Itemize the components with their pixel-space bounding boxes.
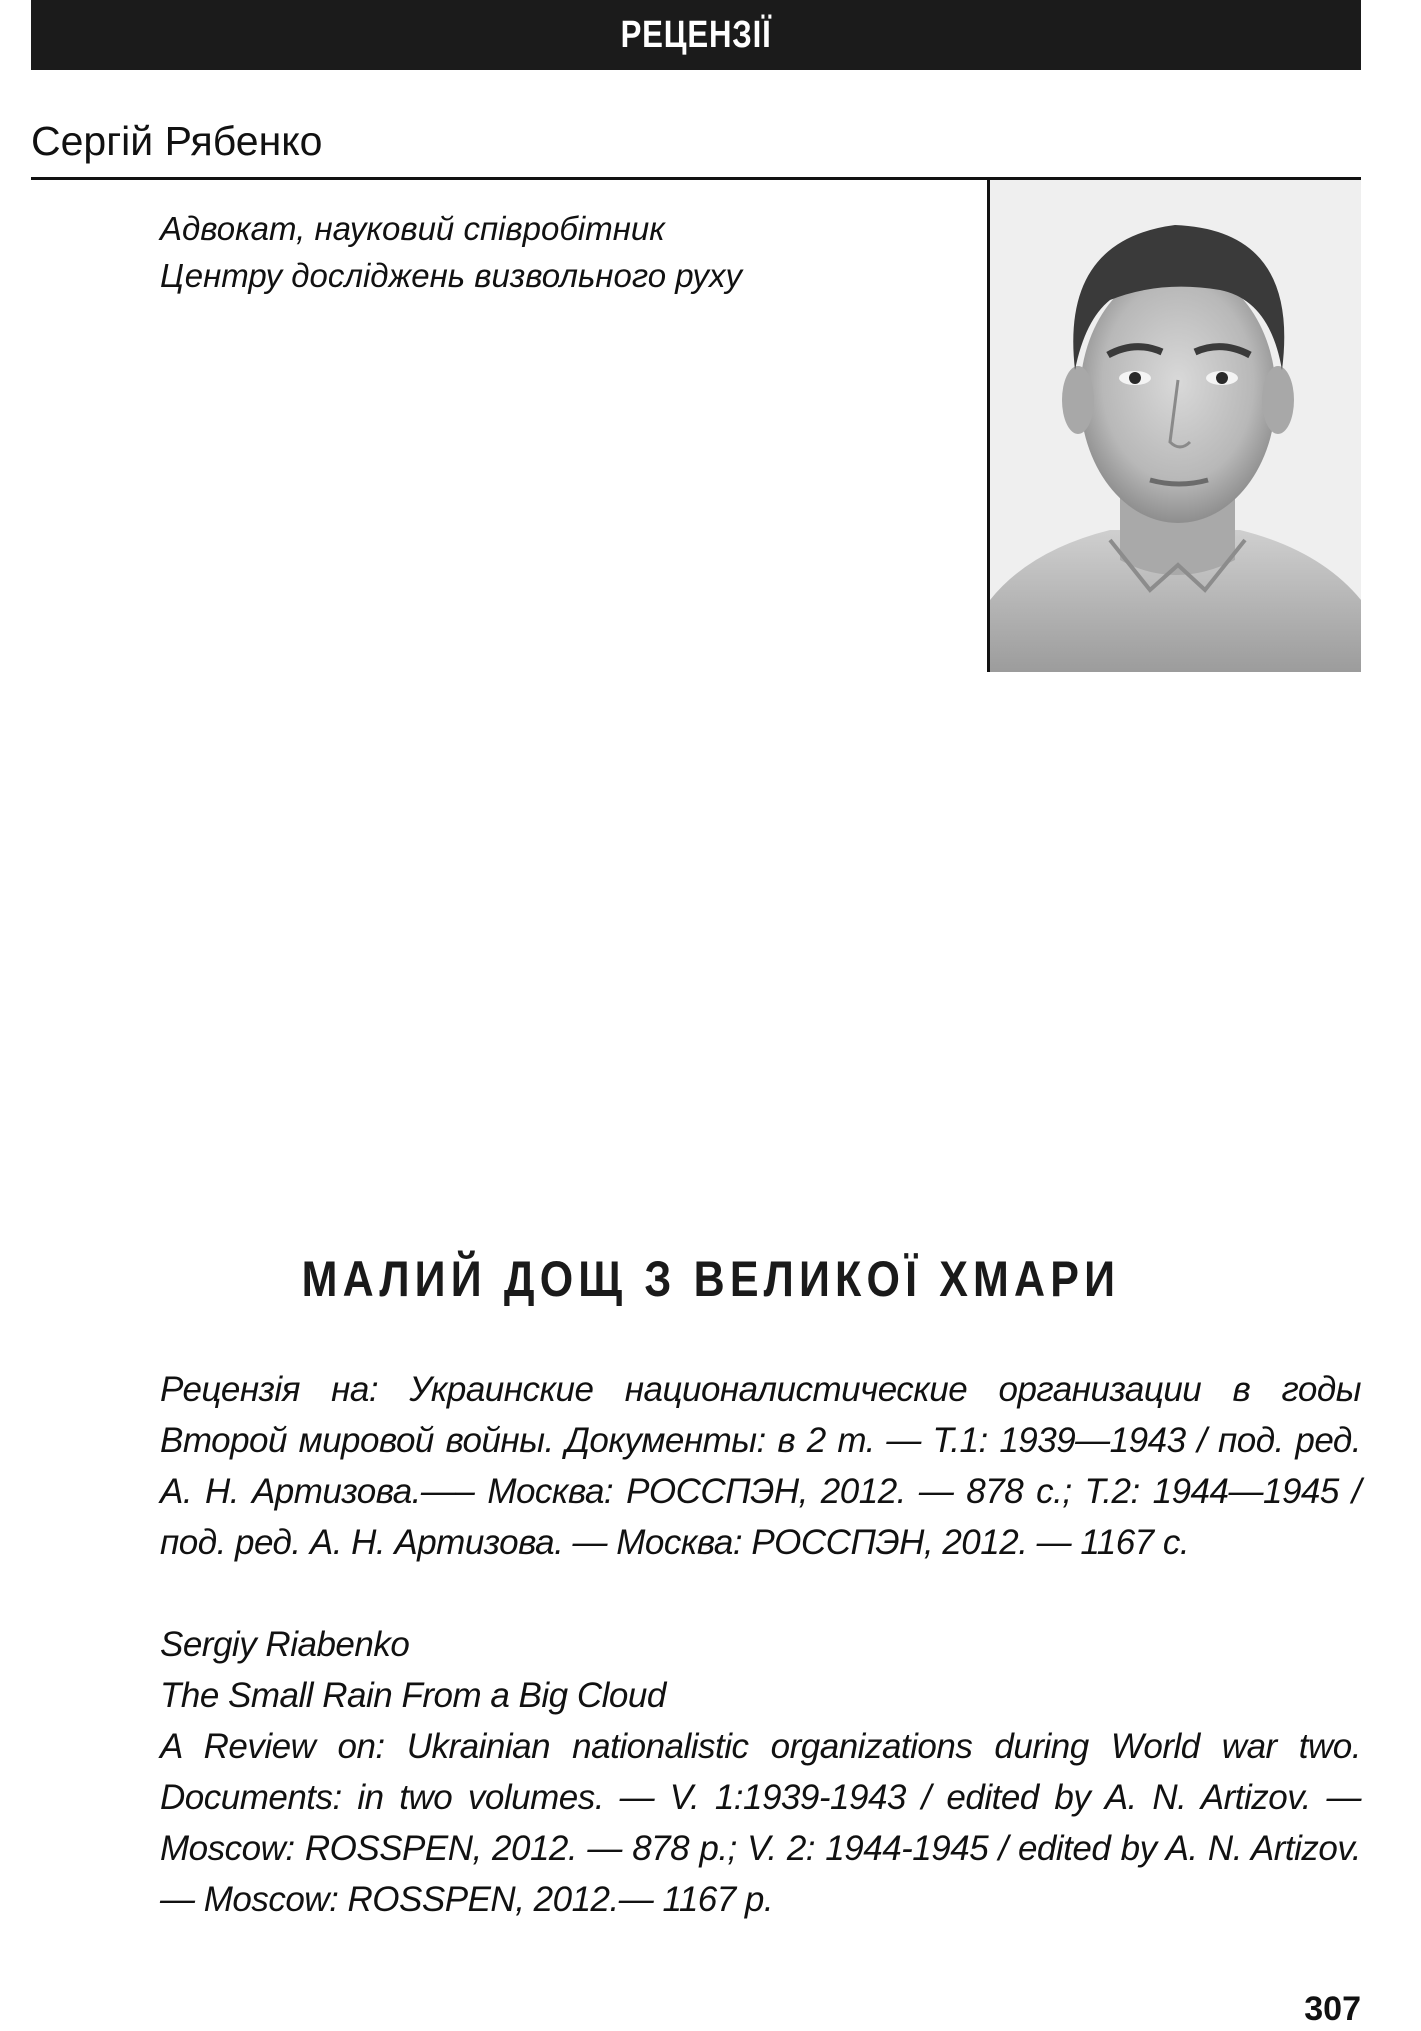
affiliation-line: Адвокат, науковий співробітник: [160, 210, 665, 247]
author-name: Сергій Рябенко: [31, 118, 323, 164]
en-author: Sergiy Riabenko: [160, 1625, 410, 1664]
article-title: [0, 1250, 1421, 1308]
affiliation-line: Центру досліджень визвольного руху: [160, 257, 742, 294]
portrait-image: [990, 180, 1361, 672]
section-header-bar: [31, 0, 1361, 70]
page-number: 307: [1304, 1990, 1361, 2028]
en-title: The Small Rain From a Big Cloud: [160, 1676, 666, 1715]
review-citation-ua: Рецензія на: Украинские националистические организации в годы Второй мировой войны. Документы: в 2 т. — Т.1: 1939—1943 / под. ред. А. Н. Артизова.—– Москва: РОССПЭН, 2012. — 878 с.; Т.2: 1944—1945 / под. ред. А. Н. Артизова. — Москва: РОССПЭН, 2012. — 1167 с.: [160, 1370, 1361, 1562]
en-citation: A Review on: Ukrainian nationalistic organizations during World war two. Documents: in two volumes. — V. 1:1939-1943 / edited by A. N. Artizov. — Moscow: ROSSPEN, 2012. — 878 p.; V. 2: 1944-1945 / edited by A. N. Artizov. — Moscow: ROSSPEN, 2012.— 1167 p.: [160, 1727, 1361, 1919]
section-title: РЕЦЕНЗІЇ: [620, 13, 772, 56]
review-citation-en: [160, 1619, 1361, 1925]
author-affiliation: [160, 205, 742, 299]
article-title-text: МАЛИЙ ДОЩ З ВЕЛИКОЇ ХМАРИ: [301, 1251, 1120, 1307]
author-photo: [990, 180, 1361, 672]
